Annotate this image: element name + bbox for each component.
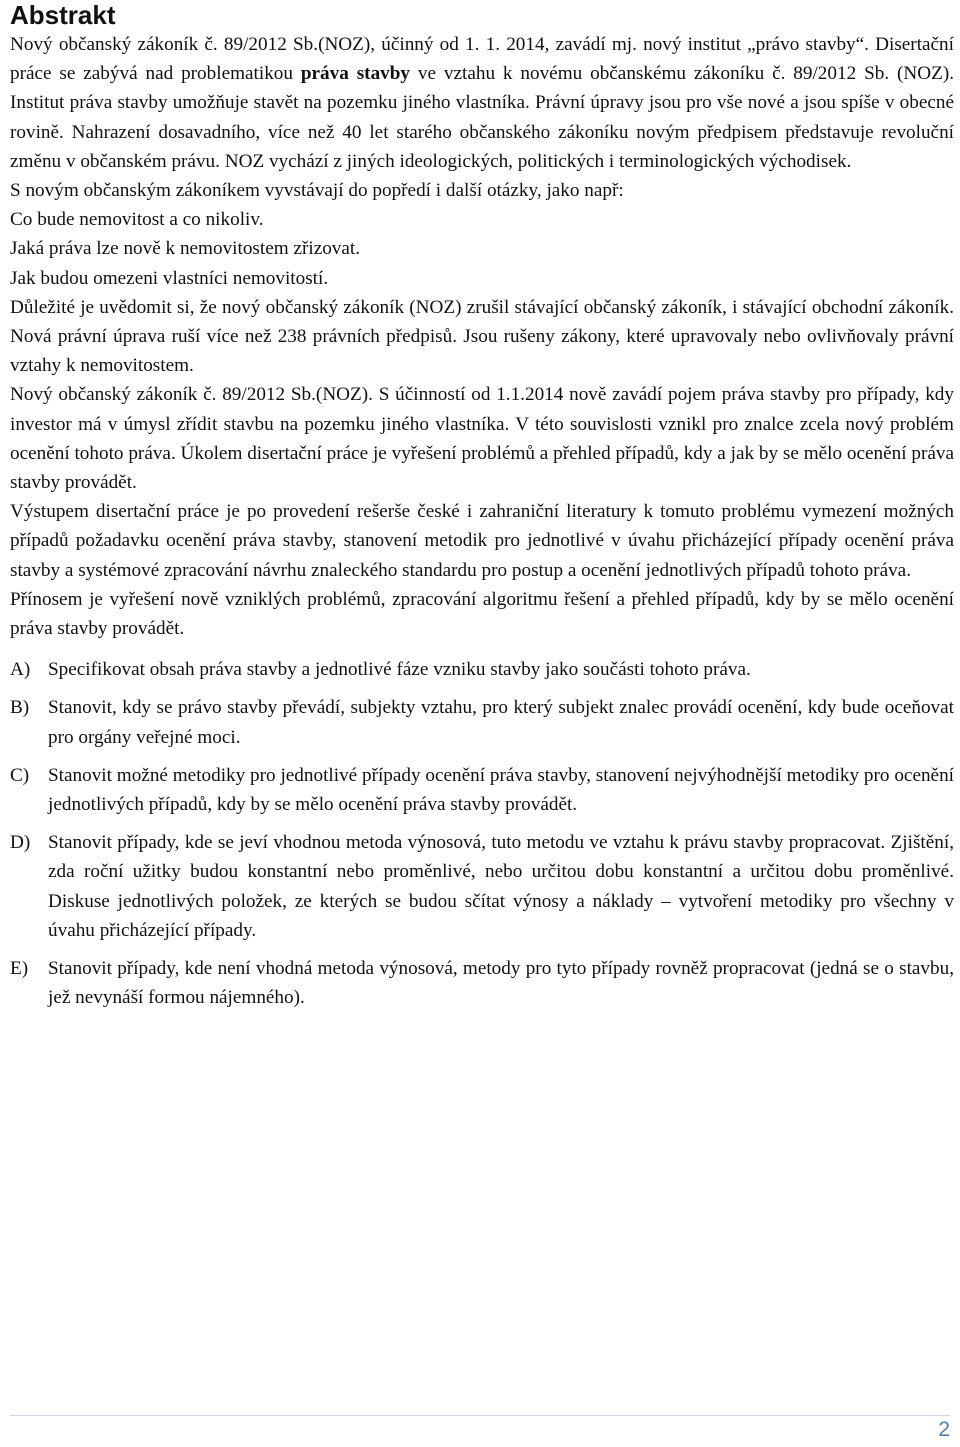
list-item	[10, 761, 954, 819]
list-item-text: Stanovit případy, kde není vhodná metoda výnosová, metody pro tyto případy rovněž propracovat (jedná se o stavbu, jež nevynáší formou nájemného).	[48, 958, 954, 1009]
list-item	[10, 655, 954, 684]
paragraph-intro: Nový občanský zákoník č. 89/2012 Sb.(NOZ), účinný od 1. 1. 2014, zavádí mj. nový institut „právo stavby“. Disertační práce se zabývá nad problematikou práva stavby ve vztahu k novému občanskému zákoníku č. 89/2012 Sb. (NOZ). Institut práva stavby umožňuje stavět na pozemku jiného vlastníka. Právní úpravy jsou pro vše nové a jsou spíše v obecné rovině. Nahrazení dosavadního, více než 40 let starého občanského zákoníku novým předpisem představuje revoluční změnu v občanském právu. NOZ vychází z jiných ideologických, politických i terminologických východisek.	[10, 34, 955, 172]
document-page	[10, 0, 954, 1022]
paragraph-output: Výstupem disertační práce je po provedení rešerše české i zahraniční literatury k tomuto problému vymezení možných případů požadavku ocenění práva stavby, stanovení metodik pro jednotlivé v úvahu přicházející případy ocenění práva stavby a systémové zpracování návrhu znaleckého standardu pro postup a ocenění jednotlivých případů tohoto práva. Přínosem je vyřešení nově vzniklých problémů, zpracování algoritmu řešení a přehled případů, kdy by se mělo ocenění práva stavby provádět.	[10, 501, 954, 640]
list-marker: B)	[10, 697, 30, 719]
list-item-text: Stanovit možné metodiky pro jednotlivé případy ocenění práva stavby, stanovení nejvýhodnější metodiky pro ocenění jednotlivých případů, kdy by se mělo ocenění práva stavby provádět.	[48, 764, 954, 816]
list-item	[10, 828, 954, 945]
page-number: 2	[938, 1418, 950, 1441]
list-marker: A)	[10, 659, 31, 681]
paragraph-goal: Nový občanský zákoník č. 89/2012 Sb.(NOZ). S účinností od 1.1.2014 nově zavádí pojem práva stavby pro případy, kdy investor má v úmysl zřídit stavbu na pozemku jiného vlastníka. V této souvislosti vznikl pro znalce zcela nový problém ocenění tohoto práva. Úkolem disertační práce je vyřešení problémů a přehled případů, kdy a jak by se mělo ocenění práva stavby provádět.	[10, 384, 954, 494]
list-item-text: Stanovit, kdy se právo stavby převádí, subjekty vztahu, pro který subjekt znalec provádí ocenění, kdy bude oceňovat pro orgány veřejné moci.	[48, 697, 954, 748]
objectives-list	[10, 655, 954, 1012]
list-item-text: Specifikovat obsah práva stavby a jednotlivé fáze vzniku stavby jako součásti tohoto práva.	[48, 659, 751, 681]
paragraph-questions: S novým občanským zákoníkem vyvstávají do popředí i další otázky, jako např: Co bude nemovitost a co nikoliv. Jaká práva lze nově k nemovitostem zřizovat. Jak budou omezeni vlastníci nemovitostí.	[10, 180, 624, 289]
list-item	[10, 693, 954, 751]
list-marker: D)	[10, 832, 31, 854]
section-heading: Abstrakt	[10, 0, 116, 30]
paragraph-repeal: Důležité je uvědomit si, že nový občanský zákoník (NOZ) zrušil stávající občanský zákoník, i stávající obchodní zákoník. Nová právní úprava ruší více než 238 právních předpisů. Jsou rušeny zákony, které upravovaly nebo ovlivňovaly právní vztahy k nemovitostem.	[10, 296, 954, 377]
list-item-text: Stanovit případy, kde se jeví vhodnou metoda výnosová, tuto metodu ve vztahu k právu stavby propracovat. Zjištění, zda roční užitky budou konstantní nebo proměnlivé, nebo určitou dobu konstantní a určitou dobu proměnlivé. Diskuse jednotlivých položek, ze kterých se budou sčítat výnosy a náklady – vytvoření metodiky pro všechny v úvahu přicházející případy.	[48, 832, 954, 941]
footer-divider	[10, 1415, 950, 1416]
list-marker: E)	[10, 958, 29, 980]
list-marker: C)	[10, 764, 30, 786]
list-item	[10, 954, 954, 1012]
